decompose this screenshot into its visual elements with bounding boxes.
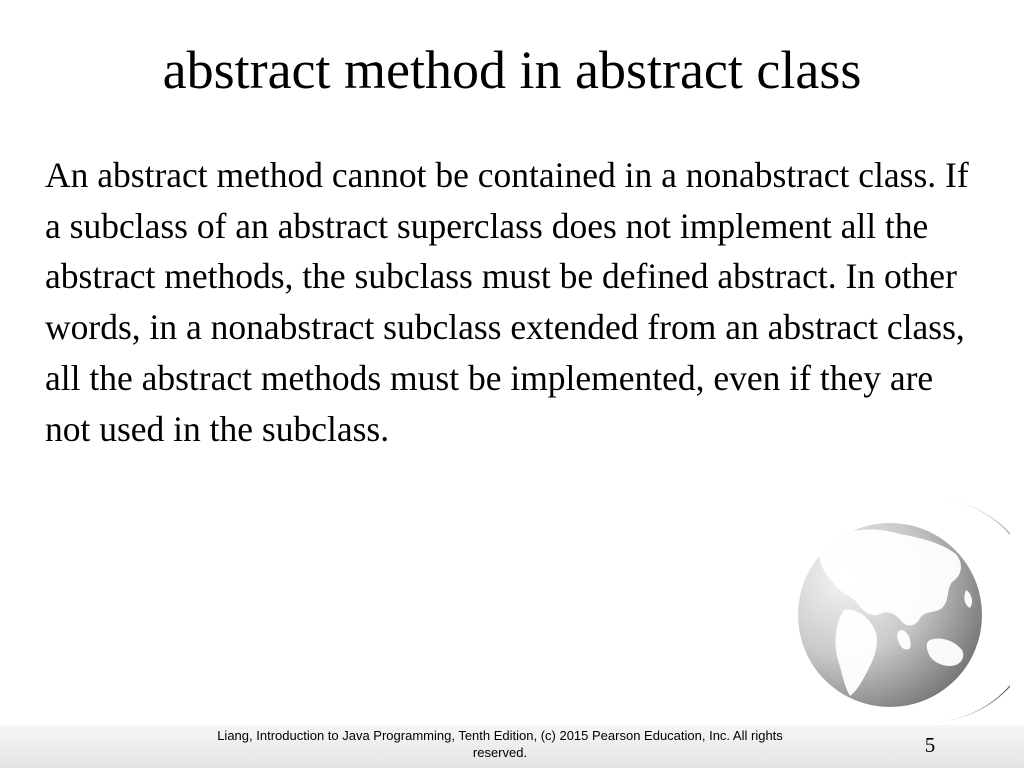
slide-body-text: An abstract method cannot be contained in a nonabstract class. If a subclass of an abstract superclass does not implement all the abstract methods, the subclass must be defined abstract. In other words, in a nonabstract subclass extended from an abstract class, all the abstract methods must be implemented, even if they are not used in the subclass. <box>45 155 969 449</box>
globe-icon <box>780 490 1010 730</box>
footer-copyright: Liang, Introduction to Java Programming, Tenth Edition, (c) 2015 Pearson Education, Inc. All rights reserved. <box>217 728 783 760</box>
page-number: 5 <box>924 733 936 757</box>
slide-title: abstract method in abstract class <box>162 40 862 100</box>
